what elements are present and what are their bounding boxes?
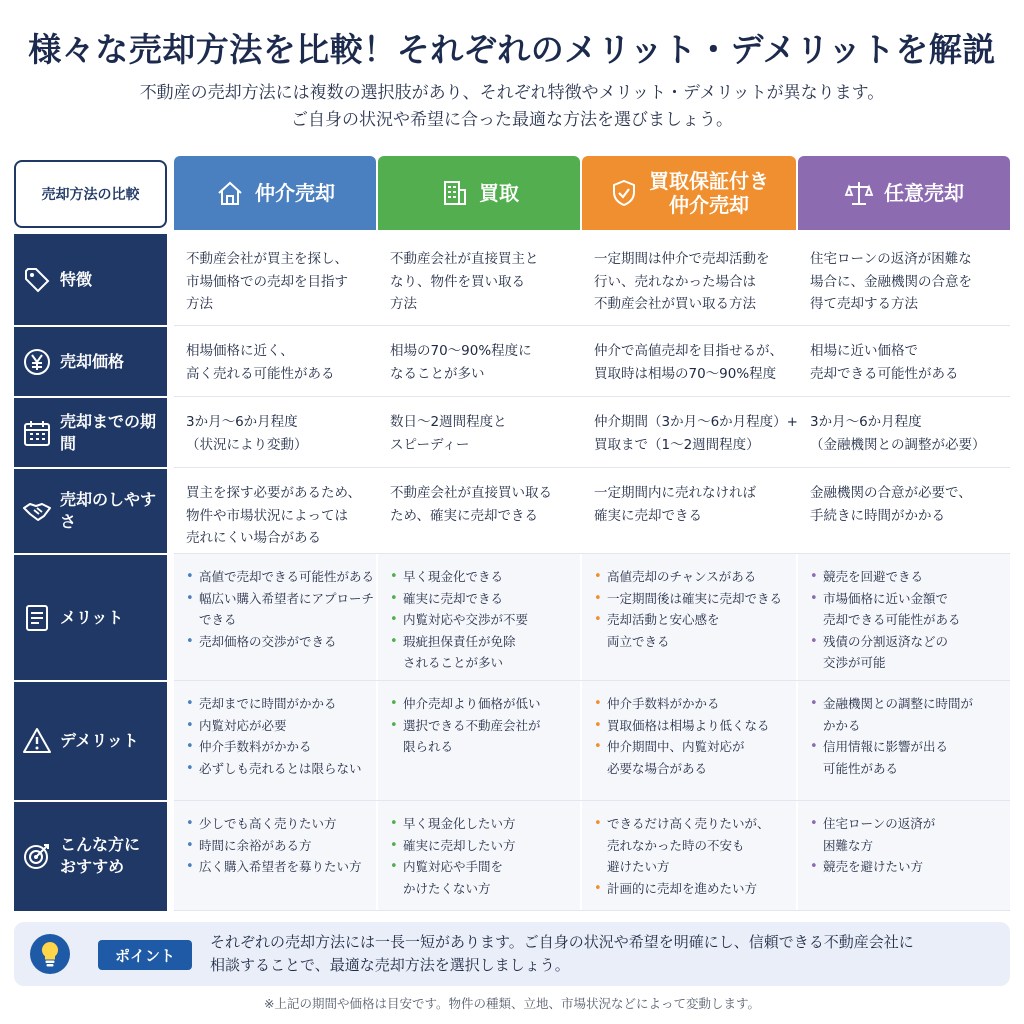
bullet-item bbox=[594, 813, 786, 878]
bullet-item bbox=[186, 856, 366, 878]
cell-line: 高く売れる可能性がある bbox=[186, 365, 335, 382]
bullet-item bbox=[390, 715, 570, 758]
row-label bbox=[14, 234, 167, 326]
cell-line: 行い、売れなかった場合は bbox=[594, 273, 756, 290]
bullet-item-line: かけたくない方 bbox=[403, 880, 491, 896]
row-separator bbox=[14, 467, 167, 469]
page-subtitle bbox=[0, 80, 1024, 134]
table-cell bbox=[798, 326, 1010, 397]
bullet-item-line: 交渉が可能 bbox=[823, 655, 886, 670]
bullet-item bbox=[390, 835, 570, 857]
row-separator bbox=[14, 800, 167, 802]
bullet-item-line: • 市場価格に近い金額で bbox=[823, 590, 949, 606]
bullet-item-line: 売れなかった時の不安も bbox=[607, 837, 745, 853]
row-separator bbox=[14, 396, 167, 398]
table-cell bbox=[582, 397, 796, 468]
row-label-text: メリット bbox=[60, 607, 124, 627]
bullet-item-line: 困難な方 bbox=[823, 837, 874, 853]
cell-line: 住宅ローンの返済が困難な bbox=[810, 251, 972, 267]
scales-icon bbox=[844, 178, 874, 208]
bullet-item-line: かかる bbox=[823, 717, 861, 733]
row-label bbox=[14, 468, 167, 554]
bullet-item bbox=[186, 813, 366, 835]
cell-line: 場合に、金融機関の合意を bbox=[810, 273, 972, 290]
bullet-item-line: • 競売を避けたい方 bbox=[823, 859, 924, 874]
row-label bbox=[14, 554, 167, 681]
bullet-item-line: • 広く購入希望者を募りたい方 bbox=[199, 859, 362, 874]
bullet-item-line: • 住宅ローンの返済が bbox=[823, 816, 936, 831]
bullet-item-line: • 内覧対応や交渉が不要 bbox=[403, 612, 529, 627]
handshake-icon bbox=[22, 496, 52, 526]
bullet-item-line: • 仲介売却より価格が低い bbox=[403, 696, 541, 711]
row-label-text: デメリット bbox=[60, 731, 139, 750]
cell-line: なり、物件を買い取る bbox=[390, 273, 525, 290]
bullet-item bbox=[594, 736, 786, 779]
row-label-line: おすすめ bbox=[60, 857, 125, 876]
cell-line: 不動産会社が買主を探し、 bbox=[186, 251, 348, 267]
bullet-item bbox=[810, 693, 1000, 736]
bullet-item-line: • 仲介手数料がかかる bbox=[607, 696, 720, 711]
cell-line: 買取時は相場の70〜90%程度 bbox=[594, 365, 777, 382]
table-cell bbox=[174, 554, 376, 681]
table-cell bbox=[798, 234, 1010, 326]
cell-line: 不動産会社が買い取る方法 bbox=[594, 296, 756, 312]
row-label bbox=[14, 681, 167, 801]
page-title: 様々な売却方法を比較！それぞれのメリット・デメリットを解説 bbox=[28, 30, 996, 69]
bullet-item-line: • 早く現金化したい方 bbox=[403, 816, 516, 831]
bullet-item bbox=[186, 588, 375, 631]
table-cell bbox=[582, 801, 796, 911]
bullet-item-line: 避けたい方 bbox=[607, 859, 670, 874]
yen-icon bbox=[22, 347, 52, 377]
bullet-item bbox=[390, 856, 570, 899]
subtitle-line: 不動産の売却方法には複数の選択肢があり、それぞれ特徴やメリット・デメリットが異なります。 bbox=[139, 83, 885, 103]
table-cell bbox=[798, 554, 1010, 681]
bullet-item-line: • 金融機関との調整に時間が bbox=[823, 696, 974, 711]
bullet-item-line: • 売却価格の交渉ができる bbox=[199, 633, 337, 649]
cell-line: 買取まで（1〜2週間程度） bbox=[594, 436, 760, 453]
bullet-item bbox=[810, 588, 1000, 631]
point-text-line: それぞれの売却方法には一長一短があります。ご自身の状況や希望を明確にし、信頼できる不動産会社に bbox=[210, 933, 914, 951]
document-list-icon bbox=[22, 603, 52, 633]
footnote: ※上記の期間や価格は目安です。物件の種類、立地、市場状況などによって変動します。 bbox=[264, 996, 760, 1011]
cell-line: スピーディー bbox=[390, 436, 470, 453]
cell-line: 市場価格での売却を目指す bbox=[186, 273, 348, 290]
cell-line: なることが多い bbox=[390, 365, 485, 382]
table-cell bbox=[174, 801, 376, 911]
bullet-item-line: 必要な場合がある bbox=[607, 760, 708, 776]
bullet-item-line: • 確実に売却したい方 bbox=[403, 837, 516, 853]
bullet-item-line: • 競売を回避できる bbox=[823, 569, 924, 584]
table-cell bbox=[798, 397, 1010, 468]
table-cell bbox=[174, 397, 376, 468]
table-cell bbox=[174, 681, 376, 801]
cell-line: 仲介で高値売却を目指せるが、 bbox=[594, 343, 783, 359]
cell-line: （状況により変動） bbox=[186, 436, 308, 453]
cell-line: 手続きに時間がかかる bbox=[810, 507, 945, 524]
bullet-item-line: • 必ずしも売れるとは限らない bbox=[199, 760, 362, 776]
target-icon bbox=[22, 841, 52, 871]
table-cell bbox=[798, 681, 1010, 801]
bullet-item-line: • 売却活動と安心感を bbox=[607, 612, 720, 627]
bullet-item-line: 両立できる bbox=[607, 633, 670, 649]
bullet-list bbox=[594, 813, 786, 899]
warning-icon bbox=[22, 726, 52, 756]
cell-line: 一定期間は仲介で売却活動を bbox=[594, 251, 770, 267]
bullet-item bbox=[594, 566, 786, 588]
table-cell bbox=[582, 326, 796, 397]
cell-line: 不動産会社が直接買い取る bbox=[390, 485, 552, 501]
bullet-item-line: されることが多い bbox=[403, 655, 504, 670]
cell-line: 相場の70〜90%程度に bbox=[390, 343, 532, 359]
cell-line: 方法 bbox=[186, 296, 213, 312]
bullet-item-line: • 仲介手数料がかかる bbox=[199, 739, 312, 754]
table-cell bbox=[378, 681, 580, 801]
table-corner-label: 売却方法の比較 bbox=[14, 160, 167, 228]
bullet-item bbox=[594, 609, 786, 652]
bullet-item-line: • できるだけ高く売りたいが、 bbox=[607, 816, 770, 831]
column-header bbox=[174, 156, 376, 230]
tag-icon bbox=[22, 265, 52, 295]
bullet-item-line: • 高値売却のチャンスがある bbox=[607, 569, 757, 584]
cell-line: 3か月〜6か月程度 bbox=[810, 414, 922, 430]
column-header-label: 任意売却 bbox=[884, 181, 964, 205]
bullet-list bbox=[390, 693, 570, 758]
bullet-item-line: 可能性がある bbox=[823, 760, 899, 776]
bullet-item bbox=[810, 736, 1000, 779]
subtitle-line: ご自身の状況や希望に合った最適な方法を選びましょう。 bbox=[291, 110, 733, 130]
row-label-text: 売却のしやすさ bbox=[60, 490, 157, 531]
cell-line: 数日〜2週間程度と bbox=[390, 414, 507, 430]
bullet-item bbox=[186, 736, 366, 758]
bullet-item-line: • 買取価格は相場より低くなる bbox=[607, 717, 770, 733]
row-label-text bbox=[60, 834, 140, 878]
column-header-label bbox=[649, 169, 769, 217]
column-header-label-line: 仲介売却 bbox=[669, 193, 749, 217]
bullet-item-line: • 売却までに時間がかかる bbox=[199, 696, 337, 711]
point-text bbox=[210, 931, 914, 977]
column-header bbox=[378, 156, 580, 230]
bullet-item bbox=[810, 631, 1000, 674]
cell-line: 相場に近い価格で bbox=[810, 343, 918, 359]
row-label bbox=[14, 801, 167, 911]
bullet-item bbox=[186, 835, 366, 857]
bullet-item bbox=[390, 609, 570, 631]
table-cell bbox=[174, 326, 376, 397]
column-header-label: 仲介売却 bbox=[255, 181, 335, 205]
bullet-list bbox=[810, 566, 1000, 674]
bullet-item-line: • 内覧対応や手間を bbox=[403, 859, 504, 874]
bullet-item-line: • 高値で売却できる可能性がある bbox=[199, 569, 375, 584]
bullet-item bbox=[810, 813, 1000, 856]
cell-line: （金融機関との調整が必要） bbox=[810, 436, 986, 453]
table-cell bbox=[582, 681, 796, 801]
table-cell bbox=[378, 326, 580, 397]
table-cell bbox=[378, 397, 580, 468]
building-icon bbox=[439, 178, 469, 208]
bullet-item-line: • 少しでも高く売りたい方 bbox=[199, 816, 337, 831]
bullet-item bbox=[390, 566, 570, 588]
bullet-list bbox=[390, 566, 570, 674]
point-box bbox=[14, 922, 1010, 986]
cell-line: 3か月〜6か月程度 bbox=[186, 414, 298, 430]
cell-line: 確実に売却できる bbox=[594, 507, 702, 524]
bullet-item bbox=[186, 631, 366, 653]
point-badge: ポイント bbox=[98, 940, 192, 970]
bullet-item bbox=[390, 631, 570, 674]
table-cell bbox=[174, 234, 376, 326]
column-header bbox=[798, 156, 1010, 230]
house-icon bbox=[215, 178, 245, 208]
row-label bbox=[14, 326, 167, 397]
row-label-line: こんな方に bbox=[60, 835, 141, 854]
bullet-item bbox=[390, 693, 570, 715]
cell-line: ため、確実に売却できる bbox=[390, 507, 538, 524]
bullet-list bbox=[594, 566, 786, 652]
bullet-item-line: • 内覧対応が必要 bbox=[199, 717, 287, 733]
bullet-item-line: • 確実に売却できる bbox=[403, 590, 504, 606]
table-cell bbox=[582, 234, 796, 326]
row-separator bbox=[14, 553, 167, 555]
bullet-item bbox=[186, 715, 366, 737]
bullet-item-line: • 瑕疵担保責任が免除 bbox=[403, 633, 516, 649]
row-label-text: 特徴 bbox=[60, 270, 93, 289]
row-label-text: 売却までの期間 bbox=[60, 411, 157, 453]
calendar-icon bbox=[22, 418, 52, 448]
table-cell bbox=[798, 468, 1010, 554]
bullet-item-line: • 仲介期間中、内覧対応が bbox=[607, 739, 745, 754]
shield-check-icon bbox=[609, 178, 639, 208]
bullet-item-line: • 幅広い購入希望者にアプローチ bbox=[199, 590, 375, 606]
bullet-list bbox=[186, 693, 366, 779]
cell-line: 不動産会社が直接買主と bbox=[390, 251, 539, 267]
bullet-item bbox=[594, 588, 786, 610]
bullet-item bbox=[390, 588, 570, 610]
bullet-list bbox=[186, 813, 366, 878]
table-cell bbox=[378, 234, 580, 326]
cell-line: 得て売却する方法 bbox=[810, 296, 918, 312]
table-cell bbox=[378, 801, 580, 911]
bullet-list bbox=[390, 813, 570, 899]
column-header-label: 買取 bbox=[479, 181, 519, 205]
bullet-item bbox=[390, 813, 570, 835]
cell-line: 買主を探す必要があるため、 bbox=[186, 485, 361, 501]
cell-line: 相場価格に近く、 bbox=[186, 343, 294, 359]
bullet-item-line: • 信用情報に影響が出る bbox=[823, 739, 949, 754]
column-header-label-line: 買取保証付き bbox=[649, 169, 769, 193]
bullet-item bbox=[810, 856, 1000, 878]
bullet-list bbox=[810, 813, 1000, 878]
cell-line: 一定期間内に売れなければ bbox=[594, 485, 756, 501]
bullet-item-line: • 一定期間後は確実に売却できる bbox=[607, 590, 783, 606]
table-cell bbox=[798, 801, 1010, 911]
point-text-line: 相談することで、最適な売却方法を選択しましょう。 bbox=[210, 956, 570, 974]
row-label-text: 売却価格 bbox=[60, 351, 125, 371]
cell-line: 方法 bbox=[390, 296, 417, 312]
table-cell bbox=[174, 468, 376, 554]
row-divider bbox=[174, 910, 1010, 911]
bullet-list bbox=[810, 693, 1000, 779]
bullet-item-line: • 計画的に売却を進めたい方 bbox=[607, 880, 758, 896]
lightbulb-icon bbox=[30, 934, 70, 974]
bullet-item bbox=[186, 693, 366, 715]
bullet-item bbox=[594, 878, 786, 900]
row-separator bbox=[14, 680, 167, 682]
column-header bbox=[582, 156, 796, 230]
cell-line: 仲介期間（3か月〜6か月程度）+ bbox=[594, 414, 798, 430]
bullet-item-line: • 選択できる不動産会社が bbox=[403, 717, 541, 733]
bullet-item-line: できる bbox=[199, 612, 237, 627]
bullet-item-line: • 早く現金化できる bbox=[403, 569, 504, 584]
bullet-item bbox=[594, 715, 786, 737]
bullet-list bbox=[594, 693, 786, 779]
bullet-item-line: • 時間に余裕がある方 bbox=[199, 837, 312, 853]
bullet-item bbox=[186, 758, 366, 780]
bullet-item-line: 限られる bbox=[403, 739, 454, 754]
bullet-item bbox=[186, 566, 375, 588]
bullet-item-line: 売却できる可能性がある bbox=[823, 612, 961, 627]
cell-line: 売却できる可能性がある bbox=[810, 365, 959, 382]
table-cell bbox=[378, 554, 580, 681]
table-cell bbox=[582, 468, 796, 554]
cell-line: 金融機関の合意が必要で、 bbox=[810, 485, 972, 501]
table-cell bbox=[582, 554, 796, 681]
bullet-item bbox=[810, 566, 1000, 588]
bullet-item bbox=[594, 693, 786, 715]
bullet-item-line: • 残債の分割返済などの bbox=[823, 633, 949, 649]
table-cell bbox=[378, 468, 580, 554]
row-separator bbox=[14, 325, 167, 327]
row-label bbox=[14, 397, 167, 468]
cell-line: 物件や市場状況によっては bbox=[186, 507, 348, 524]
cell-line: 売れにくい場合がある bbox=[186, 530, 321, 546]
bullet-list bbox=[186, 566, 375, 652]
